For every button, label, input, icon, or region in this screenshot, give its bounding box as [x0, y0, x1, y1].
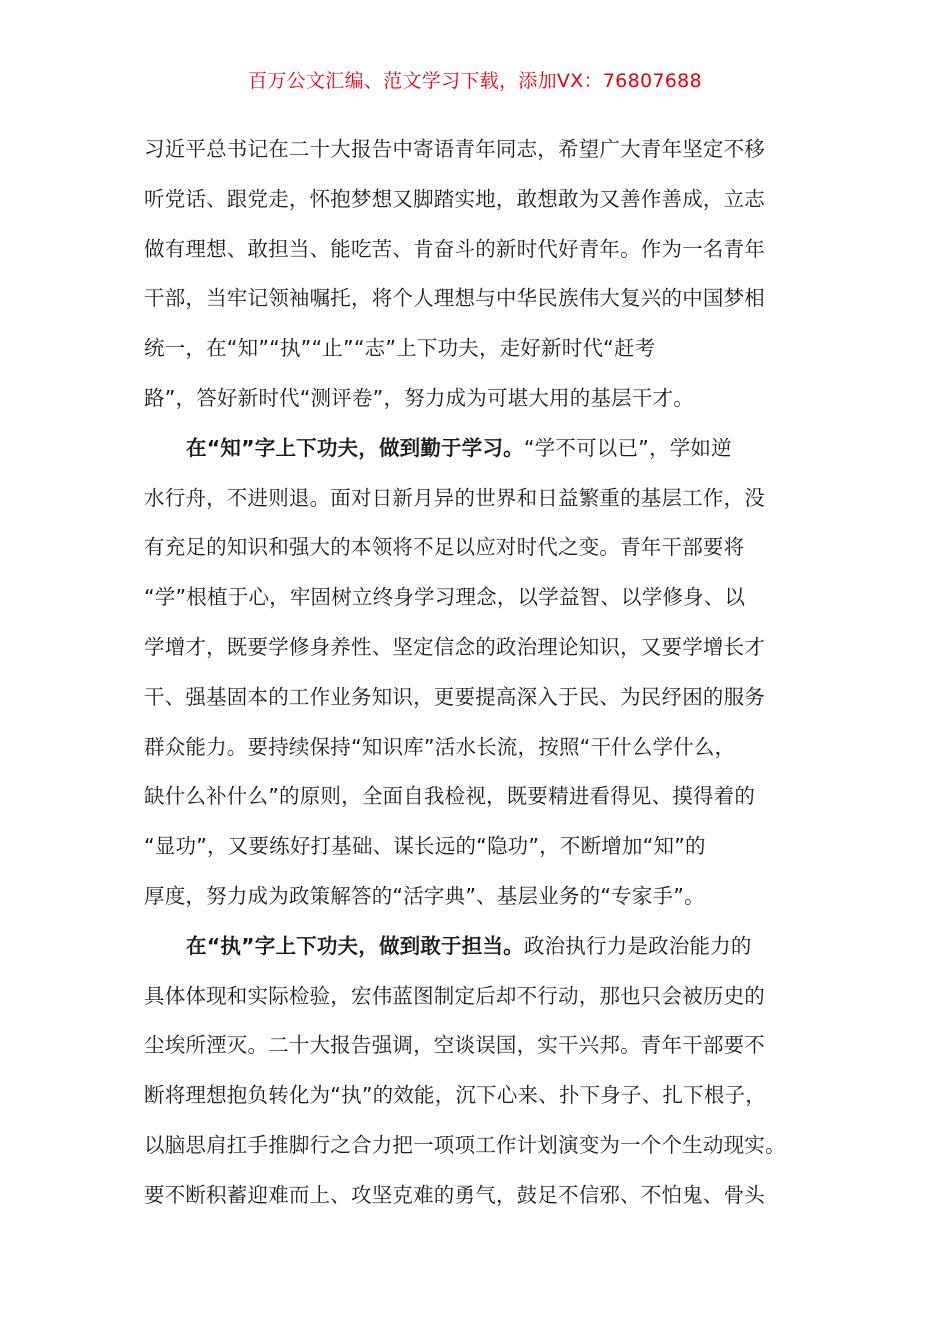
text-line: 尘埃所湮灭。二十大报告强调，空谈误国，实干兴邦。青年干部要不 [144, 1033, 765, 1058]
text-line: 厚度，努力成为政策解答的“活字典”、基层业务的“专家手”。 [144, 883, 705, 908]
text-line: 要不断积蓄迎难而上、攻坚克难的勇气，鼓足不信邪、不怕鬼、骨头 [144, 1182, 765, 1207]
text-line: 断将理想抱负转化为“执”的效能，沉下心来、扑下身子、扎下根子， [144, 1083, 766, 1108]
text-line: 有充足的知识和强大的本领将不足以应对时代之变。青年干部要将 [144, 535, 745, 560]
text-line: 做有理想、敢担当、能吃苦、肯奋斗的新时代好青年。作为一名青年 [144, 236, 765, 261]
article-body [144, 125, 808, 1221]
section-heading-zhi-execute: 在“执”字上下功夫，做到敢于担当。 [186, 933, 524, 958]
text-line: 路”，答好新时代“测评卷”，努力成为可堪大用的基层干才。 [144, 385, 694, 410]
text-line: 以脑思肩扛手推脚行之合力把一项项工作计划演变为一个个生动现实。 [144, 1132, 786, 1157]
section-heading-zhi: 在“知”字上下功夫，做到勤于学习。 [186, 435, 524, 460]
text-line: 统一，在“知”“执”“止”“志”上下功夫，走好新时代“赶考 [144, 336, 656, 361]
text-line: 具体体现和实际检验，宏伟蓝图制定后却不行动，那也只会被历史的 [144, 983, 765, 1008]
text-line: “显功”，又要练好打基础、谋长远的“隐功”，不断增加“知”的 [144, 834, 706, 859]
text-line: 缺什么补什么”的原则，全面自我检视，既要精进看得见、摸得着的 [144, 784, 756, 809]
text-line: 水行舟，不进则退。面对日新月异的世界和日益繁重的基层工作，没 [144, 485, 765, 510]
text-line: 听党话、跟党走，怀抱梦想又脚踏实地，敢想敢为又善作善成，立志 [144, 186, 765, 211]
text-line: “学”根植于心，牢固树立终身学习理念，以学益智、以学修身、以 [144, 585, 746, 610]
page-header-watermark: 百万公文汇编、范文学习下载，添加VX：76807688 [248, 70, 702, 92]
section-heading-line: 在“知”字上下功夫，做到勤于学习。“学不可以已”，学如逆 [186, 435, 732, 460]
text-line: 学增才，既要学修身养性、坚定信念的政治理论知识，又要学增长才 [144, 634, 765, 659]
text-line: 干部，当牢记领袖嘱托，将个人理想与中华民族伟大复兴的中国梦相 [144, 286, 765, 311]
section-heading-line: 在“执”字上下功夫，做到敢于担当。政治执行力是政治能力的 [186, 933, 752, 958]
text-line: 习近平总书记在二十大报告中寄语青年同志，希望广大青年坚定不移 [144, 137, 765, 161]
text-line: 群众能力。要持续保持“知识库”活水长流，按照“干什么学什么， [144, 734, 736, 759]
text-line: 干、强基固本的工作业务知识，更要提高深入于民、为民纾困的服务 [144, 684, 765, 709]
